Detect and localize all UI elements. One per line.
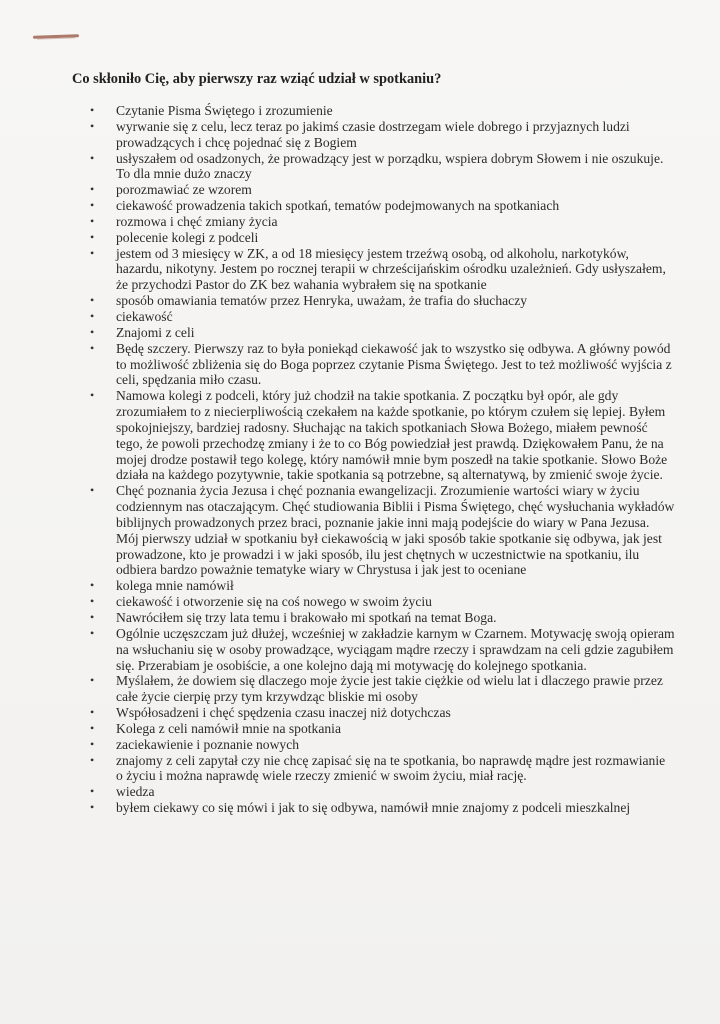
answer-item: [90, 246, 675, 294]
answer-item: [90, 721, 675, 737]
answer-item: [90, 309, 675, 325]
bullet-icon: •: [90, 229, 95, 244]
answer-item: [90, 483, 675, 578]
answer-text: rozmowa i chęć zmiany życia: [116, 213, 278, 229]
answer-text: Myślałem, że dowiem się dlaczego moje życie jest takie ciężkie od wielu lat i dlaczego prawie przez całe życie cierpię przy tym krzywdząc bliskie mi osoby: [116, 673, 663, 705]
answer-item: [90, 341, 675, 389]
answer-item: [90, 578, 675, 594]
answers-list: [90, 103, 675, 816]
answer-text: Kolega z celi namówił mnie na spotkania: [116, 720, 341, 736]
answer-item: [90, 673, 675, 705]
bullet-icon: •: [90, 594, 95, 609]
answer-text: kolega mnie namówił: [116, 578, 234, 594]
answer-text: znajomy z celi zapytał czy nie chcę zapisać się na te spotkania, bo naprawdę mądre jest rozmawianie o życiu i można naprawdę wiele rzeczy zmienić w swoim życiu, miał rację.: [116, 752, 666, 784]
answer-item: [90, 103, 675, 119]
answer-item: [90, 198, 675, 214]
bullet-icon: •: [90, 720, 95, 735]
answer-text: Ogólnie uczęszczam już dłużej, wcześniej w zakładzie karnym w Czarnem. Motywację swoją opieram na wsłuchaniu się w osoby prowadzące, wyciągam mądre rzeczy i sprawdzam na celi gdzie zagubiłem się. Przerabiam je osobiście, a one kolejno dają mi motywację do kolejnego spotkania.: [116, 625, 675, 673]
answer-text: Współosadzeni i chęć spędzenia czasu inaczej niż dotychczas: [116, 705, 451, 721]
bullet-icon: •: [90, 198, 95, 213]
answer-item: [90, 784, 675, 800]
bullet-icon: •: [90, 213, 95, 228]
bullet-icon: •: [90, 118, 95, 133]
bullet-icon: •: [90, 483, 95, 498]
answer-item: [90, 230, 675, 246]
answer-text: zaciekawienie i poznanie nowych: [116, 736, 300, 752]
bullet-icon: •: [90, 182, 95, 197]
answer-text: Będę szczery. Pierwszy raz to była poniekąd ciekawość jak to wszystko się odbywa. A główny powód to możliwość zbliżenia się do Boga poprzez czytanie Pisma Świętego. Jest to też możliwość wyjścia z celi, spędzania miło czasu.: [116, 340, 672, 388]
answer-item: [90, 753, 675, 785]
bullet-icon: •: [90, 308, 95, 323]
bullet-icon: •: [90, 784, 95, 799]
bullet-icon: •: [90, 752, 95, 767]
answer-item: [90, 151, 675, 183]
bullet-icon: •: [90, 625, 95, 640]
answer-item: [90, 325, 675, 341]
answer-text: ciekawość i otworzenie się na coś nowego w swoim życiu: [116, 594, 432, 610]
answer-text: ciekawość: [116, 308, 173, 324]
answer-item: [90, 626, 675, 674]
answer-text: Czytanie Pisma Świętego i zrozumienie: [116, 103, 333, 118]
bullet-icon: •: [90, 340, 95, 355]
answer-text: byłem ciekawy co się mówi i jak to się odbywa, namówił mnie znajomy z podceli mieszkalnej: [116, 800, 631, 816]
answer-item: [90, 182, 675, 198]
answer-item: [90, 705, 675, 721]
answer-item: [90, 119, 675, 151]
answer-text: sposób omawiania tematów przez Henryka, uważam, że trafia do słuchaczy: [116, 293, 528, 309]
answer-text: Namowa kolegi z podceli, który już chodził na takie spotkania. Z początku był opór, ale gdy zrozumiałem to z niecierpliwością czekałem na każde spotkanie, po którym czułem się lepiej. Byłem spokojniejszy, bardziej radosny. Słuchając na takich spotkaniach Słowa Bożego, miałem pewność tego, że powoli przechodzę zmiany i że to co Bóg powiedział jest prawdą. Dziękowałem Panu, że na mojej drodze postawił tego kolegę, który namówił mnie bym poszedł na takie spotkanie. Słowo Boże działa na każdego pozytywnie, takie spotkania są potrzebne, są alternatywą, by zmienić swoje życie.: [116, 388, 668, 483]
answer-text: wyrwanie się z celu, lecz teraz po jakimś czasie dostrzegam wiele dobrego i przyjaznych ludzi prowadzących i chcę pojednać się z Bogiem: [116, 118, 630, 150]
bullet-icon: •: [90, 388, 95, 403]
answer-text: usłyszałem od osadzonych, że prowadzący jest w porządku, wspiera dobrym Słowem i nie oszukuje. To dla mnie dużo znaczy: [116, 150, 664, 182]
answer-item: [90, 594, 675, 610]
answer-item: [90, 388, 675, 483]
answer-item: [90, 737, 675, 753]
answer-item: [90, 610, 675, 626]
bullet-icon: •: [90, 800, 95, 815]
answer-text: polecenie kolegi z podceli: [116, 229, 259, 245]
bullet-icon: •: [90, 150, 95, 165]
answer-item: [90, 800, 675, 816]
answer-item: [90, 293, 675, 309]
answer-text: ciekawość prowadzenia takich spotkań, tematów podejmowanych na spotkaniach: [116, 198, 560, 214]
bullet-icon: •: [90, 578, 95, 593]
bullet-icon: •: [90, 705, 95, 720]
bullet-icon: •: [90, 245, 95, 260]
answer-text: Chęć poznania życia Jezusa i chęć poznania ewangelizacji. Zrozumienie wartości wiary w życiu codziennym nas otaczającym. Chęć studiowania Biblii i Pisma Świętego, chęć wysłuchania wykładów biblijnych prowadzonych przez braci, poznanie jakie inni mają podejście do wiary w Pana Jezusa. Mój pierwszy udział w spotkaniu był ciekawością w jaki sposób takie spotkanie się odbywa, jak jest prowadzone, kto je prowadzi i w jaki sposób, ilu jest chętnych w uczestnictwie na spotkaniu, ilu odbiera bardzo poważnie tematyke wiary w Chrystusa i jak jest to oceniane: [116, 483, 675, 578]
bullet-icon: •: [90, 610, 95, 624]
bullet-icon: •: [90, 293, 95, 308]
bullet-icon: •: [90, 103, 95, 117]
bullet-icon: •: [90, 673, 95, 688]
answer-text: Znajomi z celi: [116, 324, 195, 340]
bullet-icon: •: [90, 736, 95, 751]
answer-text: Nawróciłem się trzy lata temu i brakowało mi spotkań na temat Boga.: [116, 610, 497, 625]
answer-text: jestem od 3 miesięcy w ZK, a od 18 miesięcy jestem trzeźwą osobą, od alkoholu, narkotyków, hazardu, nikotyny. Jestem po rocznej terapii w chrześcijańskim ośrodku uzależnień. Gdy usłyszałem, że przychodzi Pastor do ZK bez wahania wybrałem się na spotkanie: [116, 245, 666, 293]
survey-question: Co skłoniło Cię, aby pierwszy raz wziąć udział w spotkaniu?: [72, 71, 442, 87]
pen-mark: [33, 34, 79, 39]
answer-text: wiedza: [116, 784, 155, 800]
answer-item: [90, 214, 675, 230]
answer-text: porozmawiać ze wzorem: [116, 182, 252, 198]
bullet-icon: •: [90, 324, 95, 339]
